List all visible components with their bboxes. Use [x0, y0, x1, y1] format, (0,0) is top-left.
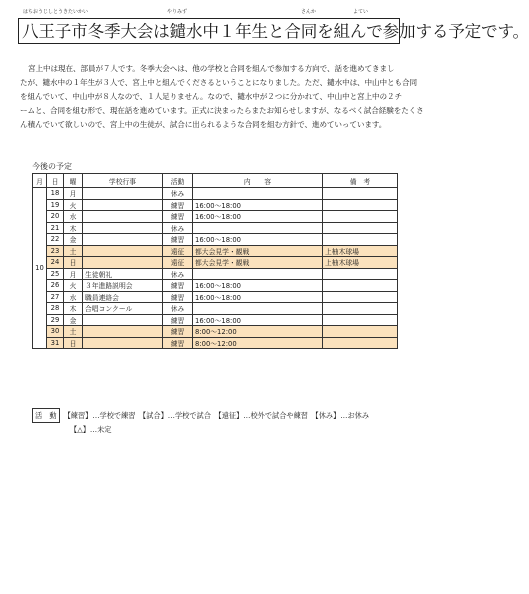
schedule-row [33, 245, 398, 257]
headline-ruby-1: はちおうじしとうきたいかい [23, 9, 89, 15]
header-day: 日 [47, 174, 64, 188]
schedule-row [33, 211, 398, 223]
schedule-body [33, 188, 398, 349]
activity-cell: 休み [163, 303, 193, 315]
schedule-row [33, 199, 398, 211]
content-cell [193, 222, 323, 234]
school-event-cell [83, 199, 163, 211]
weekday-cell: 金 [64, 234, 83, 246]
schedule-row [33, 188, 398, 200]
headline-box [18, 9, 529, 44]
activity-cell: 練習 [163, 280, 193, 292]
school-event-cell: 合唱コンクール [83, 303, 163, 315]
school-event-cell [83, 234, 163, 246]
header-school-event: 学校行事 [83, 174, 163, 188]
schedule-label: 今後の予定 [32, 162, 72, 171]
activity-cell: 遠征 [163, 245, 193, 257]
activity-cell: 休み [163, 222, 193, 234]
activity-cell: 練習 [163, 337, 193, 349]
content-cell [193, 268, 323, 280]
content-cell: 16:00～18:00 [193, 211, 323, 223]
content-cell: 都大会見学・観戦 [193, 257, 323, 269]
content-cell: 16:00～18:00 [193, 291, 323, 303]
school-event-cell [83, 337, 163, 349]
school-event-cell: 職員連絡会 [83, 291, 163, 303]
headline-text: 八王子市冬季大会は鑓水中１年生と合同を組んで参加する予定です。 [22, 22, 529, 41]
school-event-cell [83, 188, 163, 200]
notes-cell [323, 326, 398, 338]
day-cell: 24 [47, 257, 64, 269]
day-cell: 27 [47, 291, 64, 303]
header-notes: 備 考 [323, 174, 398, 188]
school-event-cell: 生徒朝礼 [83, 268, 163, 280]
weekday-cell: 木 [64, 303, 83, 315]
schedule-row [33, 257, 398, 269]
day-cell: 31 [47, 337, 64, 349]
school-event-cell [83, 257, 163, 269]
intro-paragraph [20, 62, 424, 132]
day-cell: 22 [47, 234, 64, 246]
content-cell: 都大会見学・観戦 [193, 245, 323, 257]
schedule-table [32, 173, 398, 349]
weekday-cell: 火 [64, 199, 83, 211]
weekday-cell: 水 [64, 291, 83, 303]
header-month: 月 [33, 174, 47, 188]
content-cell: 16:00～18:00 [193, 280, 323, 292]
weekday-cell: 木 [64, 222, 83, 234]
weekday-cell: 月 [64, 268, 83, 280]
day-cell: 28 [47, 303, 64, 315]
headline-ruby-2: やりみず [167, 9, 188, 15]
activity-cell: 練習 [163, 199, 193, 211]
schedule-row [33, 337, 398, 349]
schedule-row [33, 234, 398, 246]
school-event-cell [83, 211, 163, 223]
school-event-cell [83, 245, 163, 257]
legend-line-2: 【△】…未定 [70, 425, 112, 434]
day-cell: 26 [47, 280, 64, 292]
day-cell: 18 [47, 188, 64, 200]
intro-line-4: ームと、合同を組む形で、現在話を進めています。正式に決まったらまたお知らせしますが、なるべく試合経験をたくさ [20, 106, 424, 115]
intro-line-1: 宮上中は現在、部員が７人です。冬季大会へは、他の学校と合同を組んで参加する方向で、話を進めてきまし [28, 64, 395, 73]
schedule-row [33, 314, 398, 326]
weekday-cell: 火 [64, 280, 83, 292]
day-cell: 23 [47, 245, 64, 257]
school-event-cell [83, 326, 163, 338]
content-cell [193, 188, 323, 200]
weekday-cell: 土 [64, 326, 83, 338]
header-activity: 活動 [163, 174, 193, 188]
schedule-row [33, 222, 398, 234]
weekday-cell: 月 [64, 188, 83, 200]
day-cell: 19 [47, 199, 64, 211]
notes-cell: 上柚木球場 [323, 257, 398, 269]
notes-cell [323, 337, 398, 349]
schedule-header-row [33, 174, 398, 188]
activity-cell: 休み [163, 268, 193, 280]
activity-cell: 休み [163, 188, 193, 200]
header-weekday: 曜 [64, 174, 83, 188]
content-cell [193, 303, 323, 315]
intro-line-5: ん積んでいて欲しいので、宮上中の生徒が、試合に出られるような合同を組む方針で、進めていっています。 [20, 120, 387, 129]
notes-cell [323, 314, 398, 326]
content-cell: 8:00～12:00 [193, 337, 323, 349]
weekday-cell: 土 [64, 245, 83, 257]
school-event-cell [83, 314, 163, 326]
notes-cell: 上柚木球場 [323, 245, 398, 257]
activity-cell: 練習 [163, 234, 193, 246]
weekday-cell: 日 [64, 257, 83, 269]
notes-cell [323, 234, 398, 246]
day-cell: 30 [47, 326, 64, 338]
legend-line-1: 【練習】…学校で練習 【試合】…学校で試合 【遠征】…校外で試合や練習 【休み】…お休み [63, 411, 370, 420]
notes-cell [323, 199, 398, 211]
notes-cell [323, 303, 398, 315]
day-cell: 29 [47, 314, 64, 326]
notes-cell [323, 291, 398, 303]
schedule-row [33, 326, 398, 338]
activity-cell: 練習 [163, 291, 193, 303]
day-cell: 21 [47, 222, 64, 234]
notes-cell [323, 268, 398, 280]
schedule-row [33, 291, 398, 303]
weekday-cell: 日 [64, 337, 83, 349]
content-cell: 16:00～18:00 [193, 199, 323, 211]
day-cell: 25 [47, 268, 64, 280]
header-content: 内 容 [193, 174, 323, 188]
legend-title: 活 動 [32, 408, 60, 423]
schedule-row [33, 280, 398, 292]
weekday-cell: 金 [64, 314, 83, 326]
headline-ruby-4: よてい [353, 9, 369, 15]
headline-ruby-3: さんか [301, 9, 317, 15]
school-event-cell: ３年進路説明会 [83, 280, 163, 292]
notes-cell [323, 211, 398, 223]
day-cell: 20 [47, 211, 64, 223]
school-event-cell [83, 222, 163, 234]
legend [32, 408, 370, 434]
notes-cell [323, 280, 398, 292]
weekday-cell: 水 [64, 211, 83, 223]
notes-cell [323, 188, 398, 200]
schedule-row [33, 303, 398, 315]
intro-line-3: を組んでいて、中山中が８人なので、１人足りません。なので、鑓水中が２つに分かれて、中山中と宮上中の２チ [20, 92, 403, 101]
content-cell: 16:00～18:00 [193, 234, 323, 246]
activity-cell: 練習 [163, 211, 193, 223]
activity-cell: 遠征 [163, 257, 193, 269]
notes-cell [323, 222, 398, 234]
content-cell: 16:00～18:00 [193, 314, 323, 326]
intro-line-2: たが、鑓水中の１年生が３人で、宮上中と組んでくださるということになりました。ただ、鑓水中は、中山中とも合同 [20, 78, 418, 87]
activity-cell: 練習 [163, 326, 193, 338]
activity-cell: 練習 [163, 314, 193, 326]
content-cell: 8:00～12:00 [193, 326, 323, 338]
month-cell: 10 [33, 188, 47, 349]
schedule-row [33, 268, 398, 280]
